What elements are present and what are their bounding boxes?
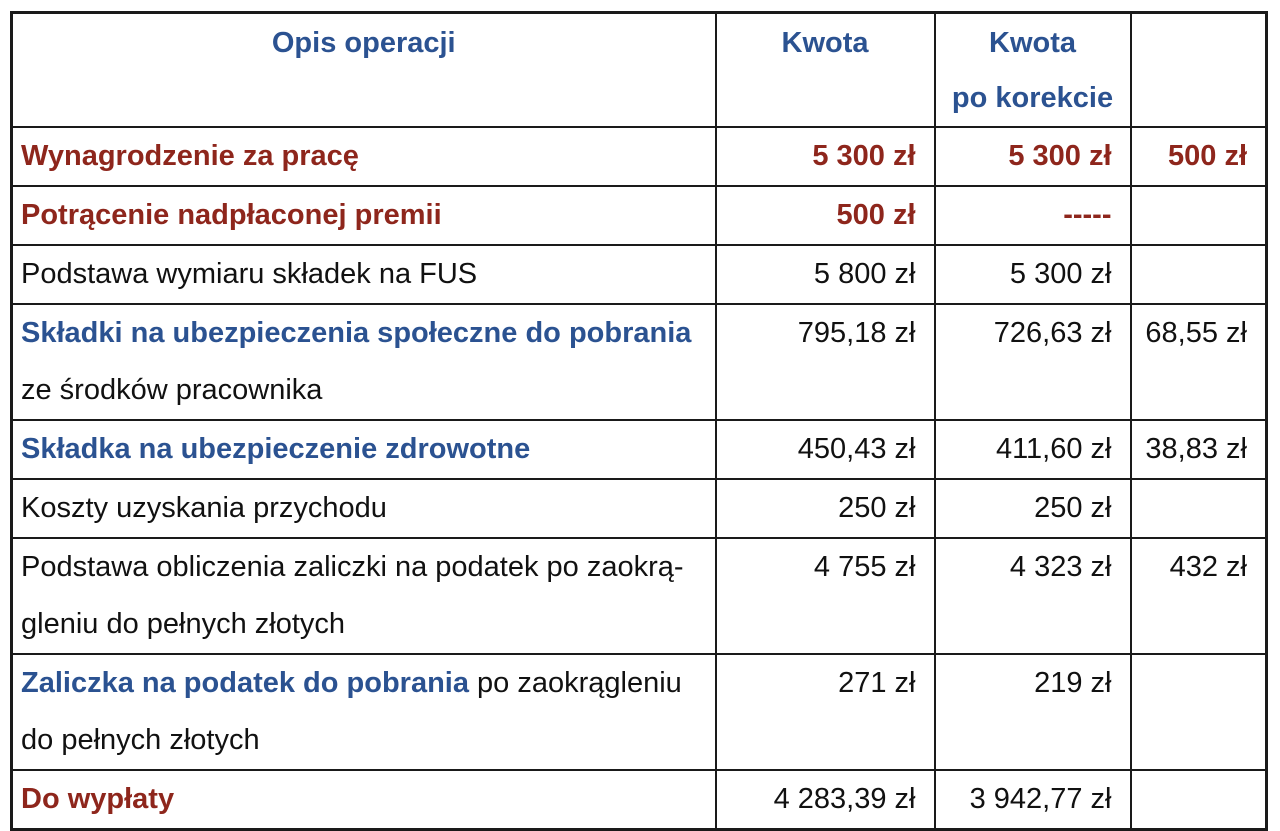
corrected-amount-cell: 5 300 zł — [935, 127, 1131, 186]
corrected-amount-cell: 4 323 zł — [935, 538, 1131, 654]
row-label-emphasis: Zaliczka na podatek do pobrania — [21, 667, 469, 699]
corrected-amount-cell: 219 zł — [935, 654, 1131, 770]
table-row-wynagrodzenie — [12, 127, 1267, 186]
corrected-amount-cell: 726,63 zł — [935, 304, 1131, 420]
col-header-description: Opis operacji — [12, 13, 716, 128]
difference-cell: 68,55 zł — [1131, 304, 1267, 420]
amount-cell: 5 300 zł — [716, 127, 935, 186]
difference-cell: 500 zł — [1131, 127, 1267, 186]
col-header-amount-corrected-line2: po korekcie — [951, 82, 1114, 114]
difference-cell — [1131, 654, 1267, 770]
col-header-amount-corrected — [935, 13, 1131, 128]
row-label — [12, 538, 716, 654]
corrected-amount-cell: ----- — [935, 186, 1131, 245]
amount-cell: 5 800 zł — [716, 245, 935, 304]
difference-cell — [1131, 245, 1267, 304]
row-label-line2: do pełnych złotych — [21, 724, 260, 756]
amount-cell: 795,18 zł — [716, 304, 935, 420]
header-row — [12, 13, 1267, 128]
amount-cell: 4 755 zł — [716, 538, 935, 654]
payroll-table — [10, 11, 1268, 831]
amount-cell: 250 zł — [716, 479, 935, 538]
amount-cell: 450,43 zł — [716, 420, 935, 479]
row-label: Koszty uzyskania przychodu — [12, 479, 716, 538]
col-header-extra — [1131, 13, 1267, 128]
row-label-line2: gleniu do pełnych złotych — [21, 608, 346, 640]
row-label-continuation: ze środków pracownika — [21, 374, 323, 406]
amount-cell: 4 283,39 zł — [716, 770, 935, 830]
table-row-podstawa-fus — [12, 245, 1267, 304]
row-label: Składka na ubezpieczenie zdrowotne — [12, 420, 716, 479]
corrected-amount-cell: 3 942,77 zł — [935, 770, 1131, 830]
row-label-plain: po zaokrągleniu — [469, 667, 682, 699]
difference-cell — [1131, 479, 1267, 538]
col-header-amount-corrected-line1: Kwota — [989, 27, 1076, 59]
row-label — [12, 654, 716, 770]
row-label: Do wypłaty — [12, 770, 716, 830]
row-label: Potrącenie nadpłaconej premii — [12, 186, 716, 245]
table-row-skladka-zdrowotna — [12, 420, 1267, 479]
table-row-potracenie — [12, 186, 1267, 245]
table-row-zaliczka-podatek — [12, 654, 1267, 770]
corrected-amount-cell: 411,60 zł — [935, 420, 1131, 479]
col-header-amount: Kwota — [716, 13, 935, 128]
row-label — [12, 304, 716, 420]
difference-cell: 432 zł — [1131, 538, 1267, 654]
corrected-amount-cell: 250 zł — [935, 479, 1131, 538]
amount-cell: 500 zł — [716, 186, 935, 245]
row-label-line1: Podstawa obliczenia zaliczki na podatek po zaokrą- — [21, 551, 684, 583]
difference-cell: 38,83 zł — [1131, 420, 1267, 479]
table-row-koszty — [12, 479, 1267, 538]
corrected-amount-cell: 5 300 zł — [935, 245, 1131, 304]
amount-cell: 271 zł — [716, 654, 935, 770]
table-row-podstawa-zaliczki — [12, 538, 1267, 654]
payroll-correction-table — [10, 11, 1268, 831]
row-label-emphasis: Składki na ubezpieczenia społeczne do pobrania — [21, 317, 692, 349]
row-label: Podstawa wymiaru składek na FUS — [12, 245, 716, 304]
difference-cell — [1131, 186, 1267, 245]
row-label: Wynagrodzenie za pracę — [12, 127, 716, 186]
table-row-skladki-spoleczne — [12, 304, 1267, 420]
